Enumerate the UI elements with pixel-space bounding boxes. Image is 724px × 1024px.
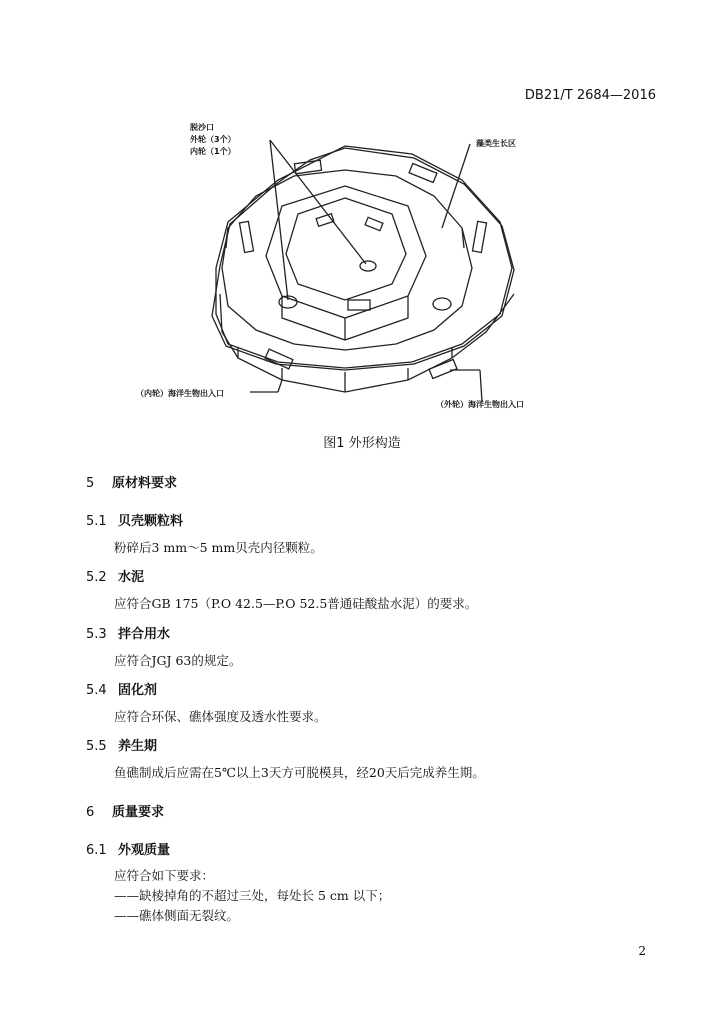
section-5-5-body: 鱼礁制成后应需在5℃以上3天方可脱模具，经20天后完成养生期。: [114, 765, 485, 780]
label-inner-ring: 内轮（1个）: [190, 147, 236, 156]
section-5-2-body: 应符合GB 175（P.O 42.5—P.O 52.5普通硅酸盐水泥）的要求。: [114, 596, 478, 611]
reef-structure-figure: [130, 118, 570, 418]
section-number: 5: [86, 476, 95, 491]
section-5-heading: [86, 472, 177, 491]
section-number: 6: [86, 805, 95, 820]
section-title: 固化剂: [118, 683, 158, 698]
label-outer-entry: （外轮）海洋生物出入口: [436, 400, 524, 409]
section-5-1-heading: [86, 510, 183, 529]
figure-caption: 图1 外形构造: [323, 436, 401, 451]
section-5-5-heading: [86, 735, 157, 754]
document-code: DB21/T 2684—2016: [524, 88, 656, 103]
section-title: 贝壳颗粒料: [118, 514, 184, 529]
section-number: 5.2: [86, 570, 107, 585]
section-title: 水泥: [118, 570, 145, 585]
section-5-4-heading: [86, 679, 157, 698]
section-6-1-heading: [86, 839, 170, 858]
section-number: 5.3: [86, 627, 107, 642]
section-title: 拌合用水: [118, 627, 171, 642]
reef-diagram: [130, 118, 570, 418]
section-number: 5.1: [86, 514, 107, 529]
label-algae-zone: 藻类生长区: [476, 139, 516, 148]
section-5-3-heading: [86, 623, 170, 642]
section-number: 5.4: [86, 683, 107, 698]
label-inner-entry: （内轮）海洋生物出入口: [136, 389, 224, 398]
section-6-1-item-1: ——缺棱掉角的不超过三处，每处长 5 cm 以下；: [114, 888, 391, 903]
section-title: 养生期: [118, 739, 158, 754]
section-5-2-heading: [86, 566, 144, 585]
page-number: 2: [638, 944, 646, 958]
section-5-4-body: 应符合环保、礁体强度及透水性要求。: [114, 709, 327, 724]
section-5-3-body: 应符合JGJ 63的规定。: [114, 653, 242, 668]
section-5-1-body: 粉碎后3 mm～5 mm贝壳内径颗粒。: [114, 540, 323, 555]
section-6-1-item-2: ——礁体侧面无裂纹。: [114, 908, 240, 923]
section-number: 5.5: [86, 739, 107, 754]
label-outer-ring: 外轮（3个）: [190, 135, 236, 144]
section-6-heading: [86, 801, 164, 820]
section-number: 6.1: [86, 843, 107, 858]
section-title: 原材料要求: [112, 476, 178, 491]
label-outlet: 脱沙口: [190, 123, 214, 132]
section-6-1-intro: 应符合如下要求：: [114, 868, 215, 883]
section-title: 质量要求: [112, 805, 165, 820]
section-title: 外观质量: [118, 843, 171, 858]
